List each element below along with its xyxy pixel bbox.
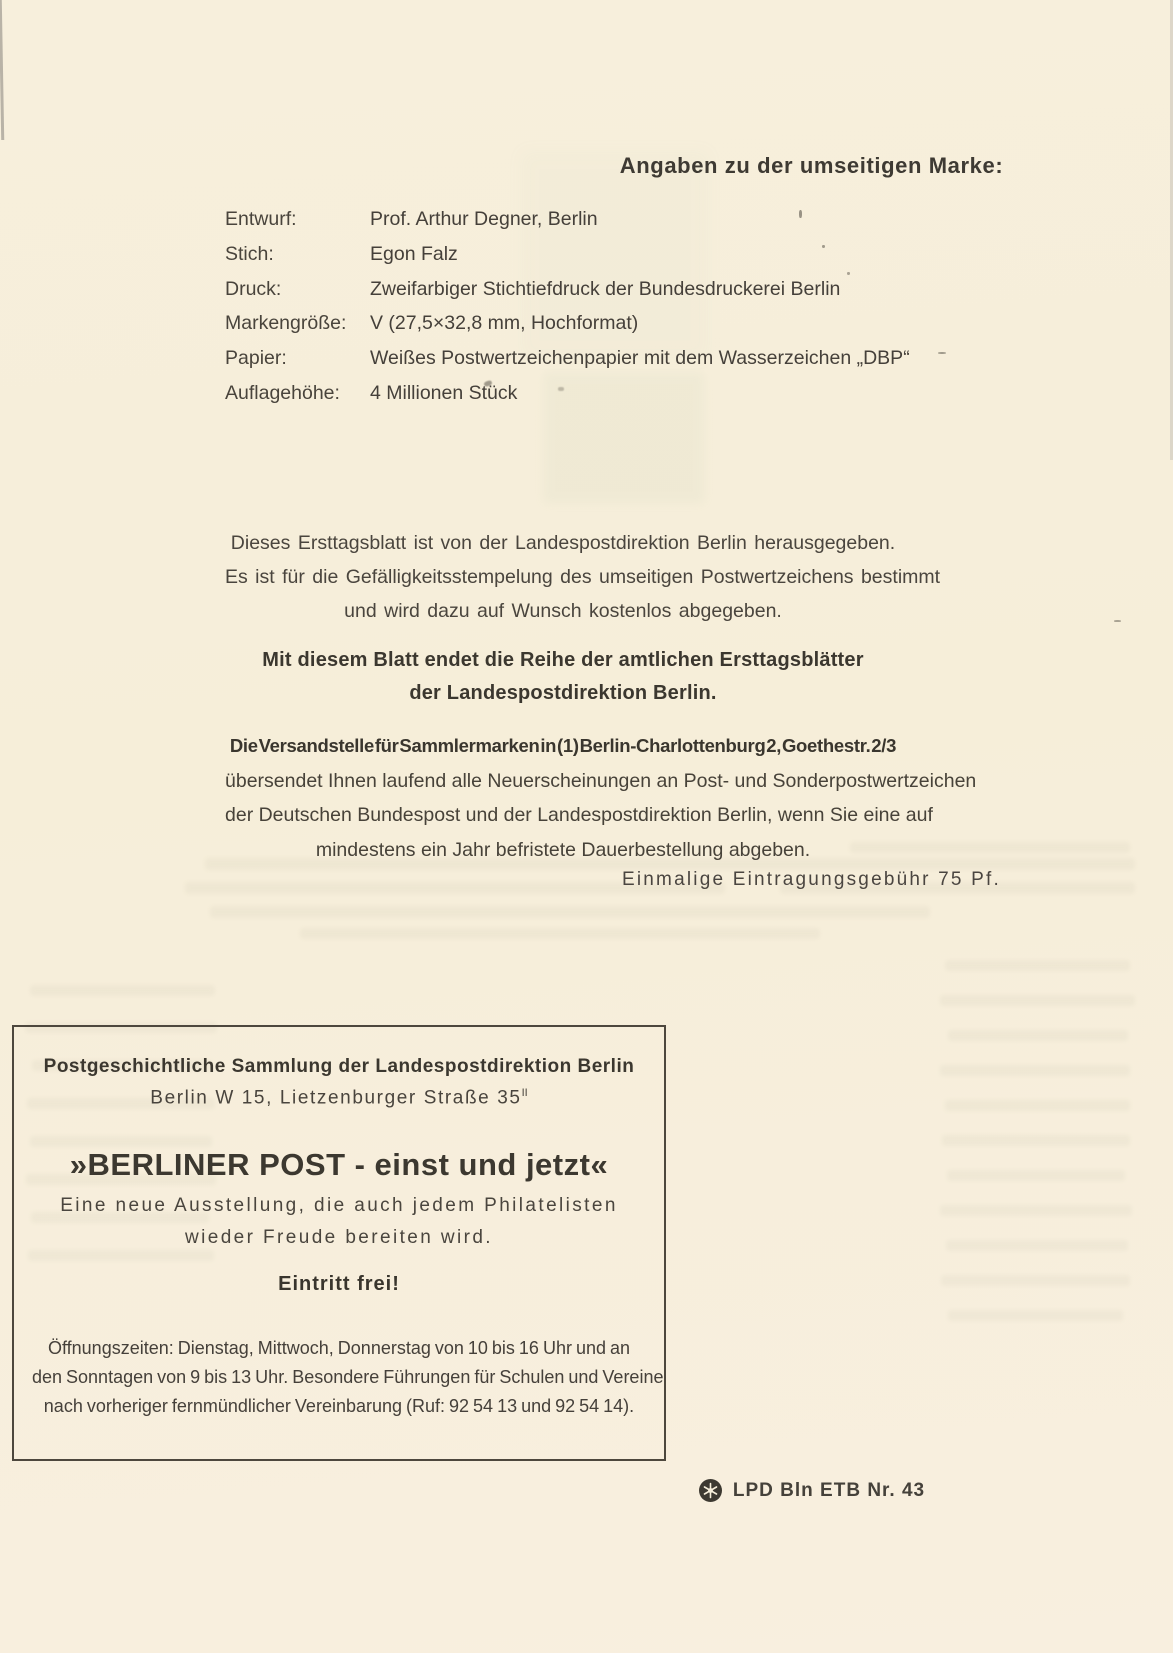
detail-row-markengroesse bbox=[225, 312, 901, 347]
stamp-details-list bbox=[225, 208, 910, 417]
detail-row-auflagehoehe bbox=[225, 382, 901, 417]
detail-label: Markengröße: bbox=[225, 312, 347, 335]
intro-line: und wird dazu auf Wunsch kostenlos abgegeben. bbox=[344, 600, 782, 622]
subscription-line: übersendet Ihnen laufend alle Neuerscheinungen an Post- und Sonderpostwertzeichen bbox=[225, 769, 977, 792]
detail-label: Papier: bbox=[225, 347, 287, 370]
detail-row-papier bbox=[225, 347, 910, 382]
detail-value: Prof. Arthur Degner, Berlin bbox=[370, 208, 598, 230]
scan-edge-left bbox=[0, 0, 4, 140]
exhibition-announcement-box bbox=[12, 1025, 666, 1461]
show-through-ghost bbox=[948, 1030, 1128, 1041]
detail-label: Stich: bbox=[225, 242, 274, 265]
opening-hours-line: den Sonntagen von 9 bis 13 Uhr. Besondere Führungen für Schulen und Vereine bbox=[32, 1367, 664, 1387]
detail-value: Zweifarbiger Stichtiefdruck der Bundesdruckerei Berlin bbox=[370, 277, 841, 300]
notice-line: Mit diesem Blatt endet die Reihe der amtlichen Ersttagsblätter bbox=[262, 649, 864, 671]
subscription-line: mindestens ein Jahr befristete Dauerbestellung abgeben. bbox=[315, 838, 811, 861]
detail-value: Weißes Postwertzeichenpapier mit dem Wasserzeichen „DBP“ bbox=[370, 347, 910, 370]
postal-emblem-icon bbox=[698, 1478, 723, 1503]
detail-value: 4 Millionen Stück bbox=[370, 381, 518, 404]
show-through-ghost bbox=[940, 1205, 1132, 1216]
exhibition-headline: »BERLINER POST - einst und jetzt« bbox=[69, 1147, 609, 1182]
detail-row-stich bbox=[225, 243, 901, 278]
opening-hours-paragraph bbox=[32, 1334, 664, 1421]
opening-hours-line: nach vorheriger fernmündlicher Vereinbarung (Ruf: 92 54 13 und 92 54 14). bbox=[43, 1396, 635, 1416]
imprint-text: LPD Bln ETB Nr. 43 bbox=[732, 1479, 926, 1501]
subscription-lead-line: Die Versandstelle für Sammlermarken in (1) Berlin-Charlottenburg 2, Goethestr. 2/3 bbox=[229, 735, 897, 756]
subscription-paragraph bbox=[225, 729, 977, 867]
admission-free-line: Eintritt frei! bbox=[278, 1273, 400, 1295]
notice-line: der Landespostdirektion Berlin. bbox=[409, 682, 717, 704]
show-through-ghost bbox=[942, 1135, 1130, 1146]
page-title: Angaben zu der umseitigen Marke: bbox=[619, 153, 1004, 178]
show-through-ghost bbox=[948, 1310, 1123, 1321]
subscription-line: der Deutschen Bundespost und der Landespostdirektion Berlin, wenn Sie eine auf bbox=[225, 804, 933, 826]
exhibition-subline: wieder Freude bereiten wird. bbox=[185, 1227, 493, 1248]
detail-label: Auflagehöhe: bbox=[225, 381, 340, 404]
registration-fee-line: Einmalige Eintragungsgebühr 75 Pf. bbox=[622, 869, 1001, 890]
detail-value: Egon Falz bbox=[370, 242, 458, 265]
show-through-ghost bbox=[945, 960, 1130, 971]
detail-row-entwurf bbox=[225, 208, 901, 243]
ink-speck bbox=[1114, 620, 1121, 622]
intro-line: Dieses Ersttagsblatt ist von der Landespostdirektion Berlin herausgegeben. bbox=[230, 532, 896, 554]
show-through-ghost bbox=[940, 995, 1135, 1006]
show-through-ghost bbox=[946, 1240, 1128, 1251]
address-text: Berlin W 15, Lietzenburger Straße 35 bbox=[150, 1087, 522, 1109]
show-through-ghost bbox=[947, 1170, 1125, 1181]
imprint-footer bbox=[225, 1478, 1173, 1509]
exhibition-organizer: Postgeschichtliche Sammlung der Landespostdirektion Berlin bbox=[43, 1056, 635, 1077]
show-through-ghost bbox=[941, 1275, 1130, 1286]
intro-line: Es ist für die Gefälligkeitsstempelung des umseitigen Postwertzeichens bestimmt bbox=[225, 566, 941, 588]
ink-speck bbox=[938, 352, 946, 354]
intro-paragraph bbox=[225, 526, 941, 628]
exhibition-address bbox=[14, 1087, 664, 1109]
detail-label: Entwurf: bbox=[225, 208, 297, 230]
detail-row-druck bbox=[225, 278, 901, 313]
detail-value: V (27,5×32,8 mm, Hochformat) bbox=[370, 312, 639, 335]
opening-hours-line: Öffnungszeiten: Dienstag, Mittwoch, Donnerstag von 10 bis 16 Uhr und an bbox=[47, 1338, 630, 1358]
show-through-ghost bbox=[210, 906, 930, 918]
series-end-notice bbox=[225, 644, 901, 710]
show-through-ghost bbox=[945, 1100, 1130, 1111]
exhibition-subline: Eine neue Ausstellung, die auch jedem Philatelisten bbox=[60, 1195, 618, 1216]
show-through-ghost bbox=[30, 985, 215, 996]
address-floor-superscript: II bbox=[521, 1087, 528, 1099]
show-through-ghost bbox=[940, 1065, 1130, 1076]
show-through-ghost bbox=[300, 928, 820, 939]
detail-label: Druck: bbox=[225, 277, 282, 300]
